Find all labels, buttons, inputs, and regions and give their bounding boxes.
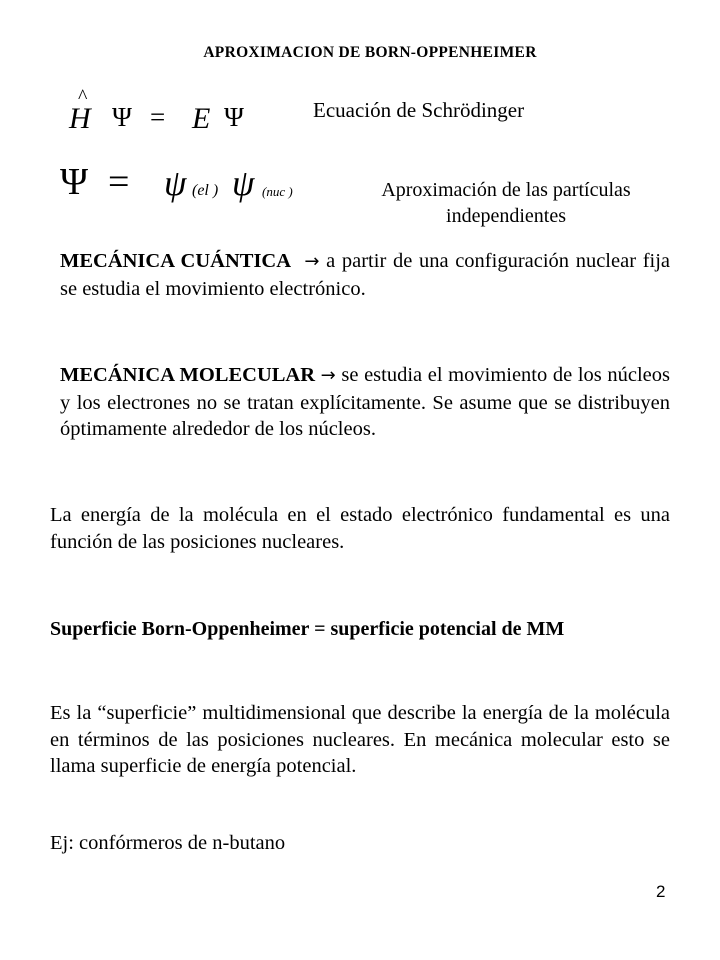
arrow-icon: → (320, 365, 336, 386)
quantum-mechanics-paragraph (60, 248, 670, 302)
schrodinger-caption: Ecuación de Schrödinger (313, 98, 525, 122)
equals-sign: = (150, 102, 166, 132)
energy-symbol: E (192, 102, 211, 135)
independent-particles-caption (346, 177, 666, 229)
psi-nuclear-symbol: ψ (232, 163, 255, 203)
hat-symbol: ^ (78, 86, 88, 108)
total-psi-symbol: Ψ (60, 161, 89, 203)
page-title: APROXIMACION DE BORN-OPPENHEIMER (203, 44, 537, 61)
psi-electronic-symbol: ψ (164, 163, 187, 203)
arrow-icon: → (304, 251, 320, 272)
born-oppenheimer-surface-heading (50, 616, 680, 643)
born-oppenheimer-surface-text: Superficie Born-Oppenheimer = superficie potencial de MM (50, 618, 565, 640)
molecular-mechanics-text: se estudia el movimiento de los núcleos y los electrones no se tratan explícitamente. Se asume que se distribuyen óptimamente alrededor de los núcleos. (60, 364, 670, 440)
example-line: Ej: confórmeros de n-butano (50, 832, 286, 854)
surface-description-paragraph: Es la “superficie” multidimensional que describe la energía de la molécula en términos de las posiciones nucleares. En mecánica molecular esto se llama superficie de energía potencial. (50, 702, 670, 777)
psi-symbol-right: Ψ (224, 102, 244, 132)
molecular-mechanics-term: MECÁNICA MOLECULAR (60, 364, 316, 386)
independent-particles-equation (60, 160, 330, 210)
quantum-mechanics-term: MECÁNICA CUÁNTICA (60, 250, 292, 272)
quantum-mechanics-text: a partir de una configuración nuclear fija se estudia el movimiento electrónico. (60, 250, 671, 300)
caption-line-1: Aproximación de las partículas (381, 179, 631, 201)
electronic-subscript: (el ) (192, 182, 219, 199)
page-number: 2 (656, 882, 666, 901)
caption-line-2: independientes (446, 205, 566, 227)
hamiltonian-symbol: H (69, 102, 91, 135)
schrodinger-equation (64, 86, 274, 142)
molecular-mechanics-paragraph (60, 362, 670, 443)
energy-paragraph: La energía de la molécula en el estado electrónico fundamental es una función de las posiciones nucleares. (50, 504, 670, 553)
nuclear-subscript: (nuc ) (262, 184, 293, 199)
psi-symbol-left: Ψ (112, 102, 132, 132)
equals-sign: = (108, 161, 130, 203)
